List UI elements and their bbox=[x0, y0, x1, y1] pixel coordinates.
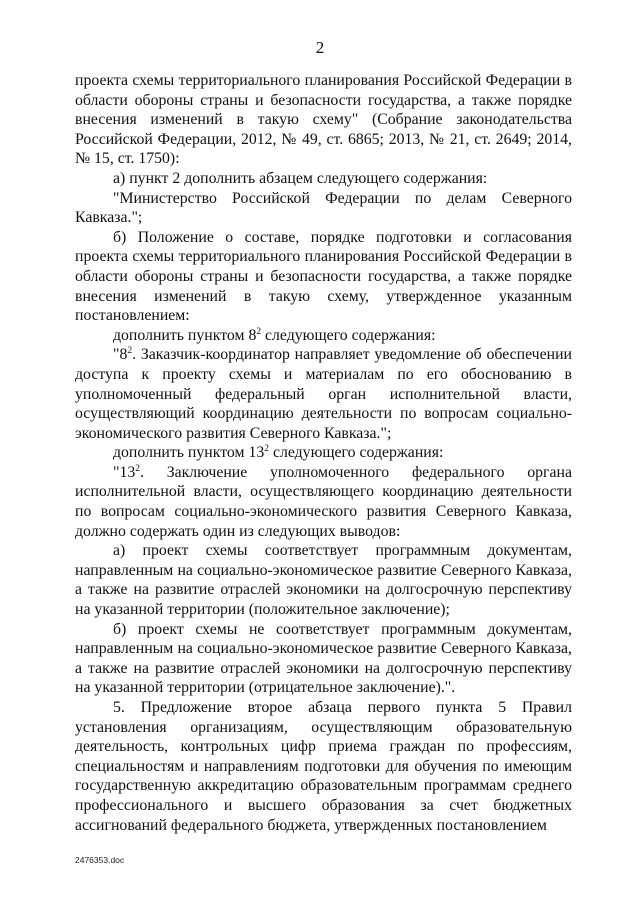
superscript: 2 bbox=[264, 444, 269, 455]
paragraph-item-b: б) Положение о составе, порядке подготовки и согласования проекта схемы территориального планирования Российской Федерации в области обороны страны и безопасности государства, а также порядке внесения изменений в такую схему, утвержденное указанным постановлением: bbox=[75, 228, 572, 325]
paragraph-conclusion-positive: а) проект схемы соответствует программным документам, направленным на социально-экономическое развитие Северного Кавказа, а также на развитие отраслей экономики на долгосрочную перспективу на указанной территории (положительное заключение); bbox=[75, 542, 572, 619]
text-fragment: "13 bbox=[113, 463, 136, 481]
paragraph-continuation: проекта схемы территориального планирования Российской Федерации в области обороны страны и безопасности государства, а также порядке внесения изменений в такую схему" (Собрание законодательства Российской Федерации, 2012, № 49, ст. 6865; 2013, № 21, ст. 2649; 2014, № 15, ст. 1750): bbox=[75, 72, 572, 168]
text-fragment: следующего содержания: bbox=[269, 444, 444, 462]
superscript: 2 bbox=[127, 346, 133, 357]
paragraph-add-point-13-2 bbox=[75, 443, 572, 463]
text-fragment: "8 bbox=[113, 346, 128, 364]
document-body bbox=[75, 71, 572, 835]
paragraph-item-5: 5. Предложение второе абзаца первого пункта 5 Правил установления организациям, осуществляющим образовательную деятельность, контрольных цифр приема граждан по профессиям, специальностям и направлениям подготовки для обучения по имеющим государственную аккредитацию образовательным программам среднего профессионального и высшего образования за счет бюджетных ассигнований федерального бюджета, утвержденных постановлением bbox=[75, 699, 572, 834]
paragraph-add-point-8-2 bbox=[75, 326, 572, 346]
paragraph-ministry-quote: "Министерство Российской Федерации по делам Северного Кавказа."; bbox=[75, 189, 572, 227]
paragraph-point-8-2 bbox=[75, 345, 572, 443]
footer-document-code: 2476353.doc bbox=[75, 855, 125, 865]
paragraph-conclusion-negative: б) проект схемы не соответствует программным документам, направленным на социально-экономическое развитие Северного Кавказа, а также на развитие отраслей экономики на долгосрочную перспективу на указанной территории (отрицательное заключение).". bbox=[75, 620, 572, 697]
text-fragment: . Заказчик-координатор направляет уведомление об обеспечении доступа к проекту схемы и материалам по его обоснованию в уполномоченный федеральный орган исполнительной власти, осуществляющий координацию деятельности по вопросам социально-экономического развития Северного Кавказа."; bbox=[75, 346, 572, 442]
paragraph-item-a: а) пункт 2 дополнить абзацем следующего содержания: bbox=[113, 169, 488, 187]
text-fragment: . Заключение уполномоченного федерального органа исполнительной власти, осуществляющего координацию деятельности по вопросам социально-экономического развития Северного Кавказа, должно содержать один из следующих выводов: bbox=[75, 463, 572, 540]
paragraph-point-13-2 bbox=[75, 463, 572, 541]
superscript: 2 bbox=[256, 326, 262, 337]
page-number: 2 bbox=[315, 38, 325, 57]
superscript: 2 bbox=[135, 463, 140, 474]
text-fragment: дополнить пунктом 13 bbox=[113, 444, 265, 462]
text-fragment: следующего содержания: bbox=[261, 326, 436, 344]
text-fragment: дополнить пунктом 8 bbox=[113, 326, 257, 344]
